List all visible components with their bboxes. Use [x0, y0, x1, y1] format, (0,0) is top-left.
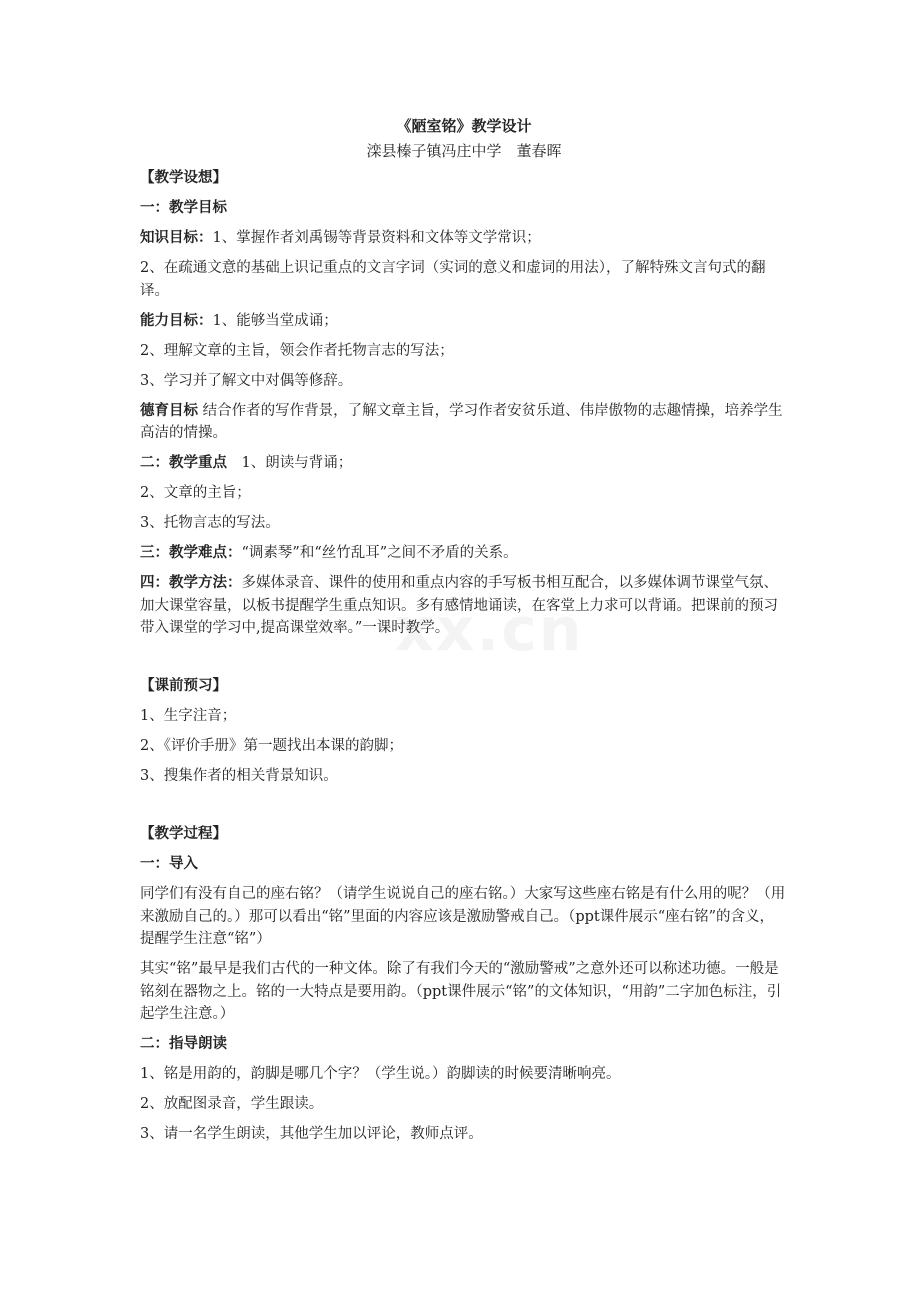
section-heading-preview: 【课前预习】	[140, 677, 227, 694]
key-item-1: 1、朗读与背诵；	[227, 455, 353, 471]
section-gap	[140, 647, 788, 675]
difficulty-text: “调素琴”和“丝竹乱耳”之间不矛盾的关系。	[241, 545, 518, 561]
knowledge-item-1: 1、掌握作者刘禹锡等背景资料和文体等文学常识；	[212, 230, 541, 246]
key-item-3: 3、托物言志的写法。	[140, 515, 280, 531]
ability-item-2: 2、理解文章的主旨，领会作者托物言志的写法；	[140, 342, 454, 359]
section-heading-process: 【教学过程】	[140, 825, 227, 842]
document-body	[140, 114, 788, 1153]
moral-label: 德育目标	[140, 401, 198, 419]
moral-text: 结合作者的写作背景，了解文章主旨，学习作者安贫乐道、伟岸傲物的志趣情操，培养学生高洁的情操。	[140, 402, 783, 441]
document-title: 《陋室铭》教学设计	[396, 117, 532, 135]
moral-goal-line	[140, 400, 788, 445]
ability-item-1: 1、能够当堂成诵；	[212, 312, 338, 329]
section-gap	[140, 795, 788, 823]
knowledge-item-2: 2、在疏通文意的基础上识记重点的文言字词（实词的意义和虚词的用法），了解特殊文言句式的翻译。	[140, 260, 766, 299]
method-label: 四：教学方法：	[140, 574, 242, 591]
ability-goal-line	[140, 310, 788, 333]
preview-item-1: 1、生字注音；	[140, 708, 237, 724]
key-label: 二：教学重点	[140, 454, 227, 471]
method-text: 多媒体录音、课件的使用和重点内容的手写板书相互配合，以多媒体调节课堂气氛、加大课堂容量，以板书提醒学生重点知识。多有感情地诵读，在客堂上力求可以背诵。把课前的预习带入课堂的学习中,提高课堂效率。”一课时教学。	[140, 575, 778, 636]
reading-heading: 二：指导朗读	[140, 1035, 227, 1052]
difficulty-label: 三：教学难点：	[140, 544, 242, 561]
knowledge-goal-line	[140, 227, 788, 250]
reading-item-2: 2、放配图录音，学生跟读。	[140, 1096, 324, 1112]
preview-item-3: 3、搜集作者的相关背景知识。	[140, 768, 338, 784]
intro-paragraph-2: 其实“铭”最早是我们古代的一种文体。除了有我们今天的“激励警戒”之意外还可以称述功德。一般是铭刻在器物之上。铭的一大特点是要用韵。（ppt课件展示“铭”的文体知识，“用韵”二字加色标注，引起学生注意。）	[140, 961, 782, 1022]
knowledge-label: 知识目标：	[140, 229, 213, 246]
ability-item-3: 3、学习并了解文中对偶等修辞。	[140, 372, 353, 389]
difficulty-line	[140, 542, 788, 565]
ability-label: 能力目标：	[140, 311, 213, 329]
section-heading-design: 【教学设想】	[140, 169, 227, 186]
method-line	[140, 572, 788, 640]
intro-paragraph-1: 同学们有没有自己的座右铭？（请学生说说自己的座右铭。）大家写这些座右铭是有什么用的呢？（用来激励自己的。）那可以看出“铭”里面的内容应该是激励警戒自己。（ppt课件展示“座右铭”的含义，提醒学生注意“铭”）	[140, 886, 786, 947]
reading-item-3: 3、请一名学生朗读，其他学生加以评论，教师点评。	[140, 1126, 483, 1142]
key-points-line	[140, 452, 788, 475]
intro-heading: 一：导入	[140, 855, 198, 872]
key-item-2: 2、文章的主旨；	[140, 485, 251, 501]
preview-item-2: 2、《评价手册》第一题找出本课的韵脚；	[140, 738, 403, 754]
reading-item-1: 1、铭是用韵的，韵脚是哪几个字？（学生说。）韵脚读的时候要清晰响亮。	[140, 1066, 621, 1082]
watermark: xx.cn	[395, 595, 584, 665]
goals-heading: 一：教学目标	[140, 199, 227, 216]
document-author: 滦县榛子镇冯庄中学 董春晖	[366, 142, 562, 160]
